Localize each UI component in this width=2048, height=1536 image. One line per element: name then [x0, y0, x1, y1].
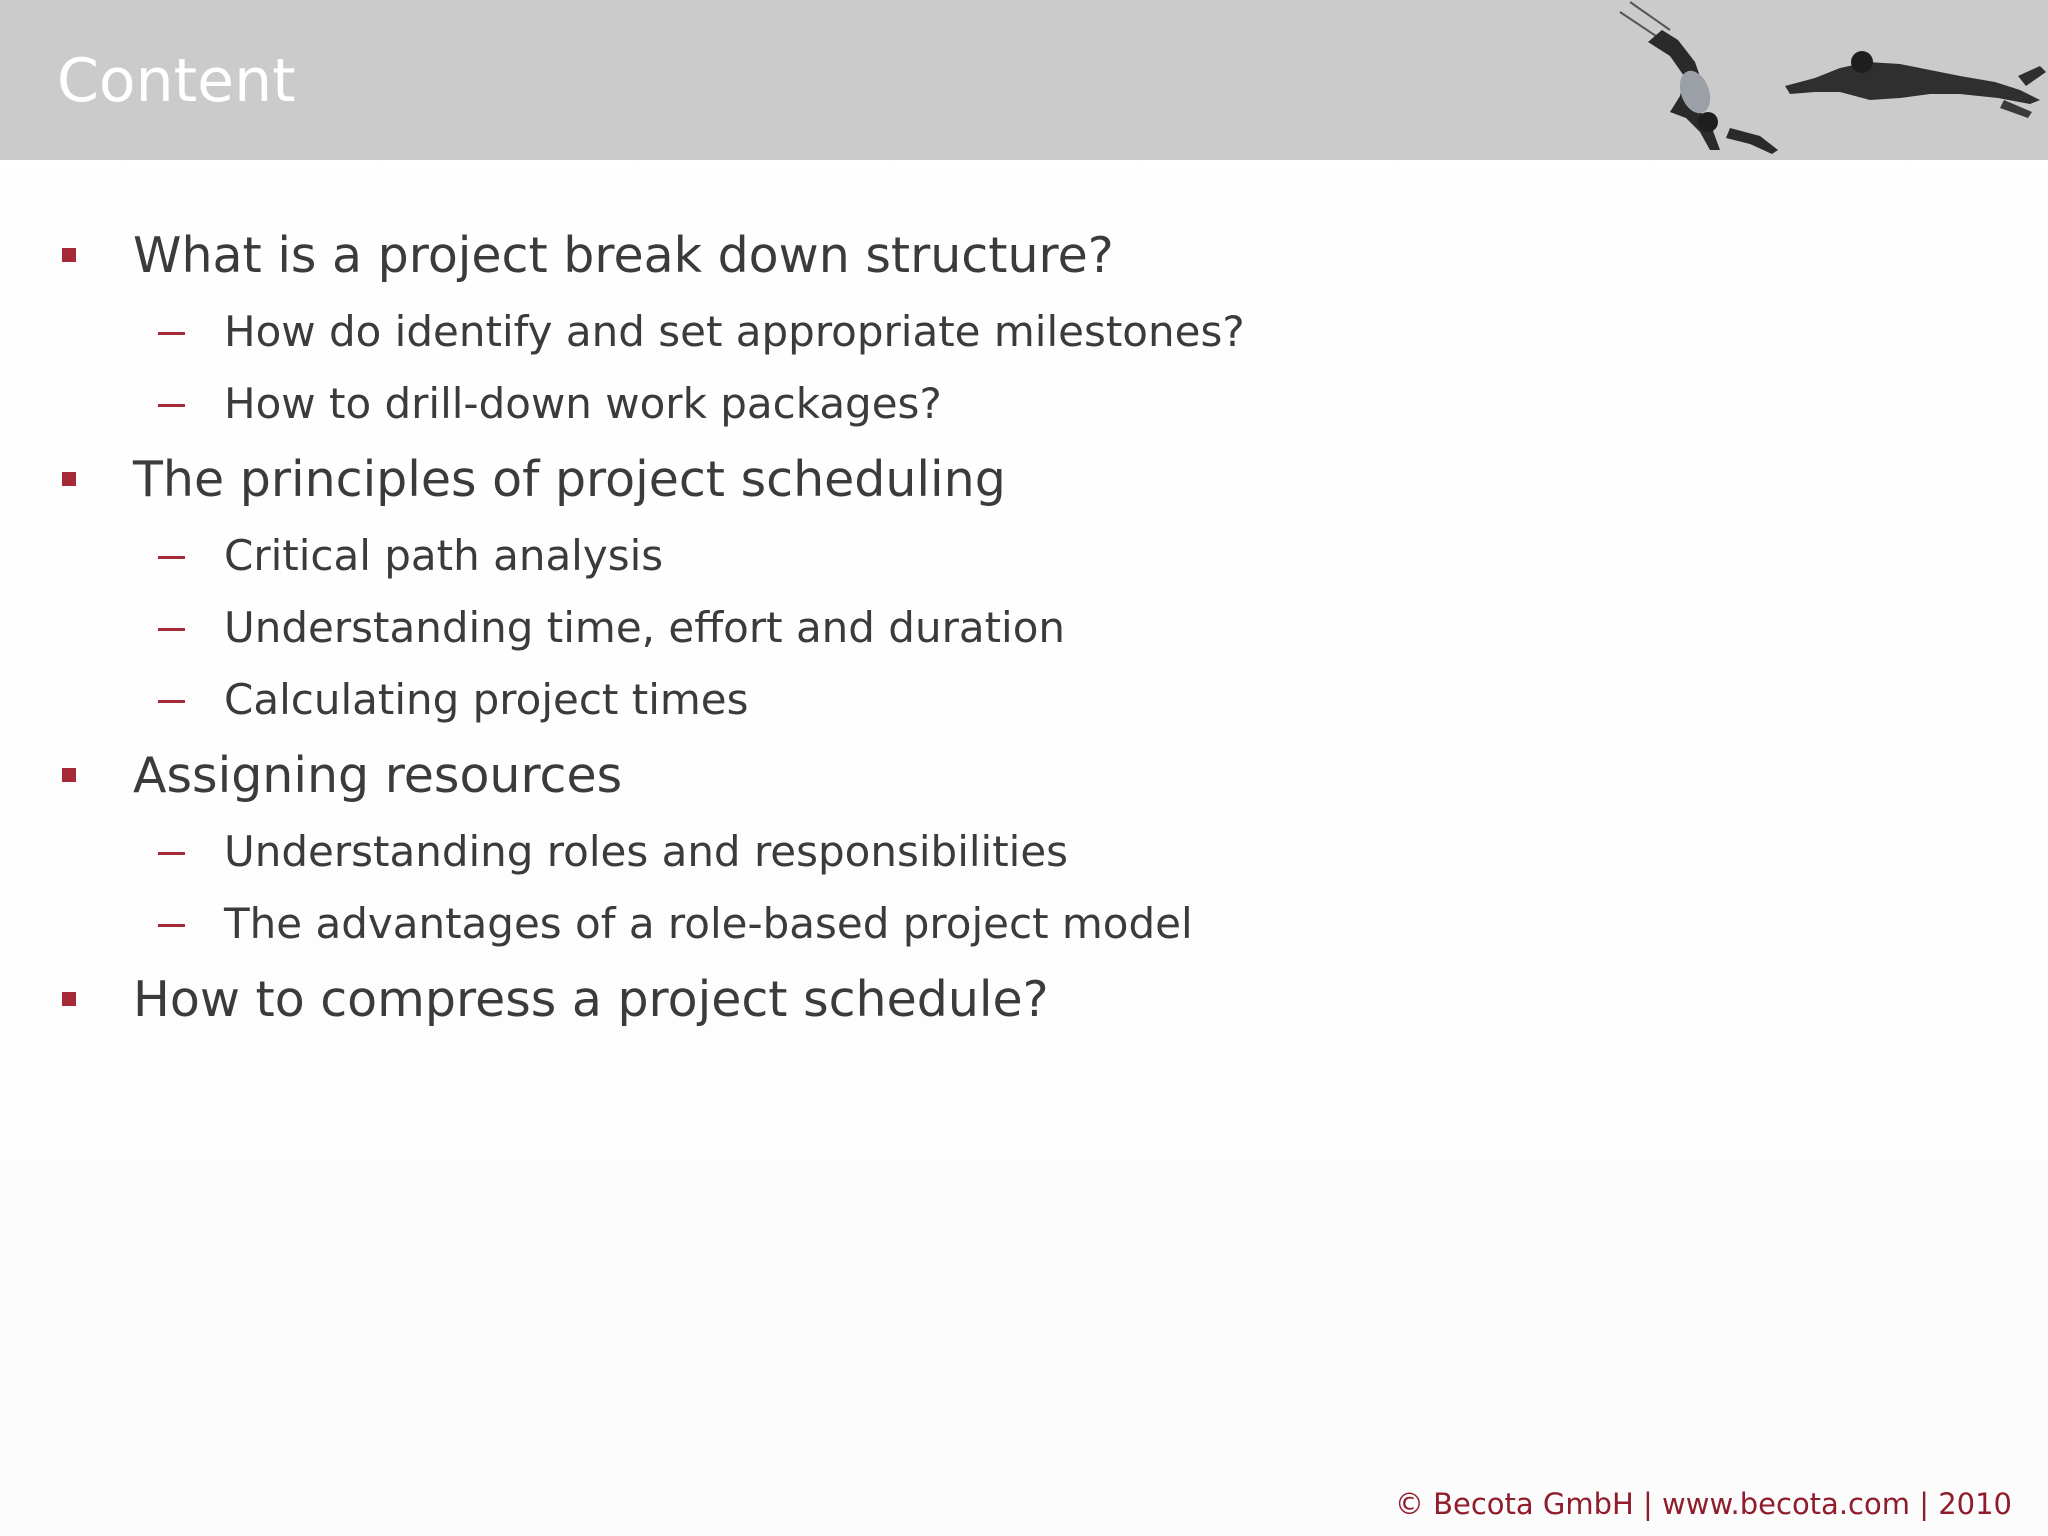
agenda-item	[0, 448, 1600, 512]
agenda-subitem	[0, 600, 1600, 656]
dash-icon	[158, 332, 185, 335]
bullet-square-icon	[62, 992, 76, 1006]
agenda-subitem-text: Understanding time, effort and duration	[224, 603, 1066, 652]
agenda-subitem-text: Critical path analysis	[224, 531, 664, 580]
agenda-subitem-text: Calculating project times	[224, 675, 749, 724]
agenda-item	[0, 224, 1600, 288]
agenda-subitem-text: The advantages of a role-based project model	[224, 899, 1193, 948]
agenda-item-text: The principles of project scheduling	[133, 451, 1006, 508]
dash-icon	[158, 852, 185, 855]
agenda-subitem-text: Understanding roles and responsibilities	[224, 827, 1069, 876]
agenda-item-text: Assigning resources	[133, 747, 623, 804]
dash-icon	[158, 700, 185, 703]
agenda-item	[0, 968, 1600, 1032]
dash-icon	[158, 556, 185, 559]
copyright-footer: © Becota GmbH | www.becota.com | 2010	[1394, 1487, 2012, 1521]
slide-title: Content	[57, 46, 296, 116]
agenda-subitem	[0, 824, 1600, 880]
agenda-item-text: What is a project break down structure?	[133, 227, 1114, 284]
agenda-subitem	[0, 304, 1600, 360]
dash-icon	[158, 628, 185, 631]
agenda-subitem	[0, 376, 1600, 432]
agenda-subitem	[0, 896, 1600, 952]
agenda-subitem	[0, 672, 1600, 728]
agenda-item-text: How to compress a project schedule?	[133, 971, 1049, 1028]
agenda-subitem-text: How do identify and set appropriate milestones?	[224, 307, 1245, 356]
bullet-square-icon	[62, 248, 76, 262]
agenda-subitem-text: How to drill-down work packages?	[224, 379, 942, 428]
dash-icon	[158, 404, 185, 407]
bullet-square-icon	[62, 768, 76, 782]
dash-icon	[158, 924, 185, 927]
agenda-subitem	[0, 528, 1600, 584]
agenda-item	[0, 744, 1600, 808]
bullet-square-icon	[62, 472, 76, 486]
